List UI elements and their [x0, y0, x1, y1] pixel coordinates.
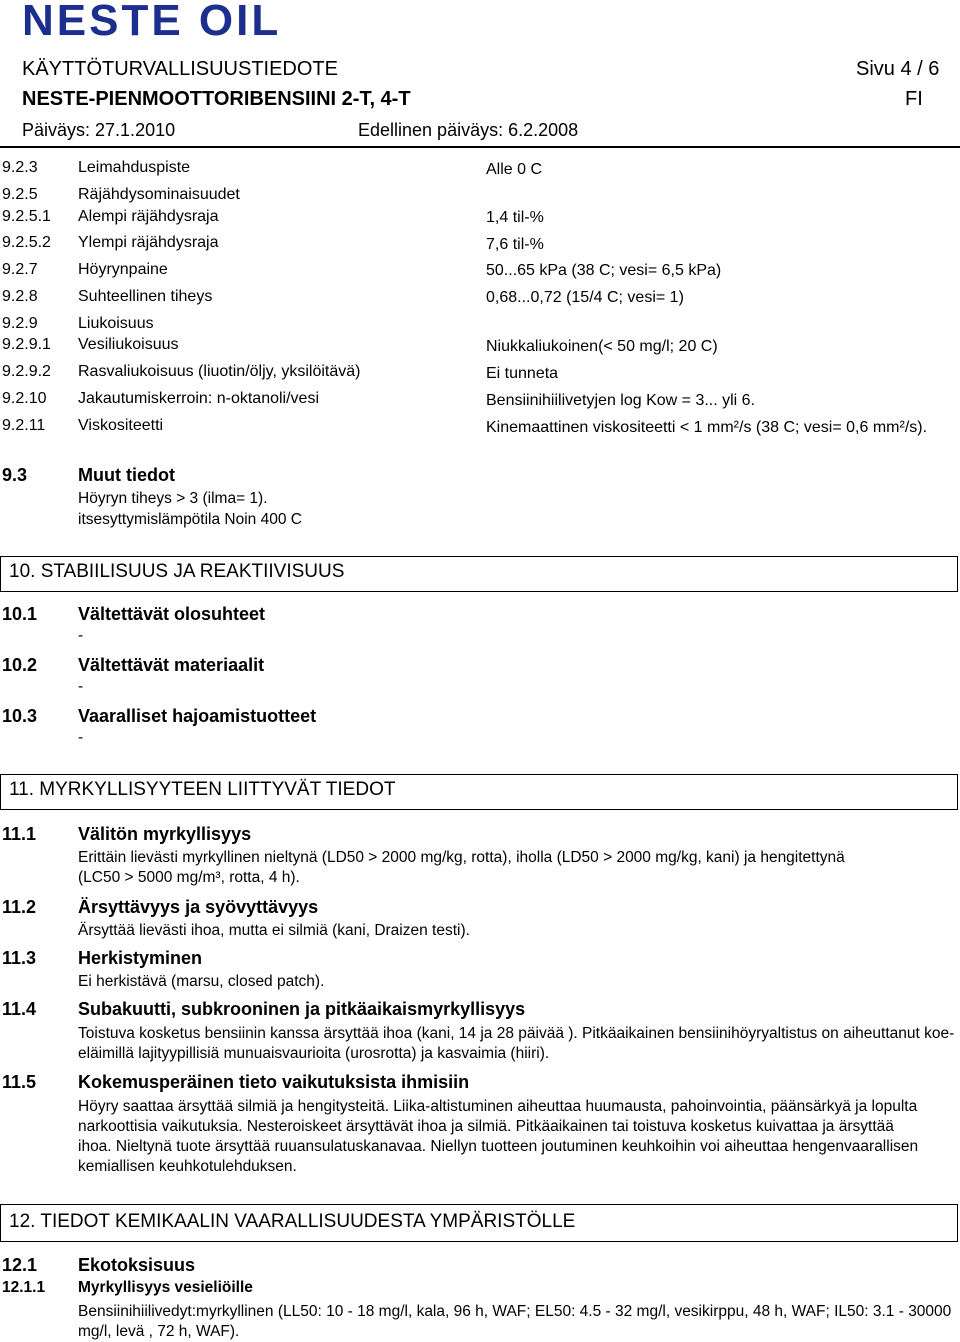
subsection-number: 10.3 — [2, 706, 38, 726]
previous-date: Edellinen päiväys: 6.2.2008 — [358, 120, 579, 140]
prop-value: Bensiinihiilivetyjen log Kow = 3... yli 6. — [486, 392, 756, 409]
subsection-number: 10.2 — [2, 655, 38, 675]
prop-value: Niukkaliukoinen(< 50 mg/l; 20 C) — [486, 338, 718, 355]
subsection-number: 10.1 — [2, 604, 38, 624]
subsection-title: Välitön myrkyllisyys — [78, 824, 252, 844]
date: Päiväys: 27.1.2010 — [22, 120, 176, 140]
subsection-title: Vältettävät materiaalit — [78, 655, 265, 675]
prop-label: Liukoisuus — [78, 315, 154, 332]
subsection-title: Vältettävät olosuhteet — [78, 604, 266, 624]
prop-value: 1,4 til-% — [486, 209, 544, 226]
prop-num: 9.2.11 — [2, 417, 46, 434]
page-number: Sivu 4 / 6 — [856, 58, 940, 80]
subsection-title: Subakuutti, subkrooninen ja pitkäaikaismyrkyllisyys — [78, 999, 526, 1019]
prop-value: Ei tunneta — [486, 365, 559, 382]
prop-num: 9.2.3 — [2, 159, 38, 176]
prop-label: Suhteellinen tiheys — [78, 288, 213, 305]
doc-type: KÄYTTÖTURVALLISUUSTIEDOTE — [22, 58, 338, 80]
subsection-title: Vaaralliset hajoamistuotteet — [78, 706, 317, 726]
prop-label: Viskositeetti — [78, 417, 164, 434]
subsection-title: Ärsyttävyys ja syövyttävyys — [78, 897, 319, 917]
subsection-text: Höyry saattaa ärsyttää silmiä ja hengitysteitä. Liika-altistuminen aiheuttaa huumausta, pahoinvointia, päänsärkyä ja lopulta narkoottisia vaikutuksia. Nesteroiskeet ärsyttävät ihoa ja silmiä. Pitkäaikainen tai toistuva kosketus kuivattaa ja ärsyttää ihoa. Nieltynä tuote ärsyttää ruuansulatuskanavaa. Niellyn tuotteen joutuminen keuhkoihin voi aiheuttaa hengenvaarallisen kemiallisen keuhkotulehduksen. — [78, 1098, 919, 1175]
product-name: NESTE-PIENMOOTTORIBENSIINI 2-T, 4-T — [22, 88, 411, 110]
language: FI — [905, 88, 923, 110]
prop-label: Vesiliukoisuus — [78, 336, 179, 353]
neste-oil-logo: NESTE OIL — [22, 0, 282, 45]
section-number: 9.3 — [2, 465, 28, 485]
prop-label: Ylempi räjähdysraja — [78, 234, 219, 251]
section-10-header — [0, 556, 958, 592]
section-11-header — [0, 774, 958, 810]
prop-value: 0,68...0,72 (15/4 C; vesi= 1) — [486, 289, 684, 306]
subsection-number: 11.2 — [2, 897, 37, 917]
subsection-text: Toistuva kosketus bensiinin kanssa ärsyttää ihoa (kani, 14 ja 28 päivää ). Pitkäaikainen bensiinihöyryaltistus on aiheuttanut koe-eläimillä lajityypillisiä munuaisvaurioita (urosrotta) ja kasvaimia (hiiri). — [78, 1025, 955, 1062]
prop-num: 9.2.9.2 — [2, 363, 51, 380]
subsection-number: 11.4 — [2, 999, 37, 1019]
prop-num: 9.2.10 — [2, 390, 47, 407]
subsection-number: 11.3 — [2, 948, 37, 968]
section-11-title: 11. MYRKYLLISYYTEEN LIITTYVÄT TIEDOT — [9, 779, 396, 800]
prop-value: 50...65 kPa (38 C; vesi= 6,5 kPa) — [486, 262, 722, 279]
header-divider — [0, 146, 960, 148]
prop-label: Rasvaliukoisuus (liuotin/öljy, yksilöitävä) — [78, 363, 361, 380]
prop-num: 9.2.5 — [2, 186, 38, 203]
prop-value: Alle 0 C — [486, 161, 543, 178]
subsection-number: 11.1 — [2, 824, 37, 844]
prop-label: Leimahduspiste — [78, 159, 191, 176]
subsection-title: Herkistyminen — [78, 948, 203, 968]
subsection-text: - — [78, 729, 84, 746]
prop-label: Jakautumiskerroin: n-oktanoli/vesi — [78, 390, 319, 407]
prop-label: Räjähdysominaisuudet — [78, 186, 240, 203]
subsection-text: - — [78, 627, 84, 644]
prop-num: 9.2.5.2 — [2, 234, 51, 251]
prop-num: 9.2.9 — [2, 315, 38, 332]
subsection-text: Ärsyttää lievästi ihoa, mutta ei silmiä (kani, Draizen testi). — [78, 922, 470, 939]
section-12-header — [0, 1204, 958, 1242]
section-title: Muut tiedot — [78, 465, 175, 485]
subsection-number: 12.1 — [2, 1255, 38, 1275]
subsection-text: Bensiinihiilivedyt:myrkyllinen (LL50: 10 - 18 mg/l, kala, 96 h, WAF; EL50: 4.5 - 32 mg/l, vesikirppu, 48 h, WAF; IL50: 3.1 - 30000 mg/l, levä , 72 h, WAF). — [78, 1303, 952, 1340]
prop-label: Höyrynpaine — [78, 261, 168, 278]
prop-value: 7,6 til-% — [486, 236, 544, 253]
subsection-title: Ekotoksisuus — [78, 1255, 196, 1275]
subsubsection-number: 12.1.1 — [2, 1279, 46, 1296]
prop-num: 9.2.8 — [2, 288, 38, 305]
subsubsection-title: Myrkyllisyys vesieliöille — [78, 1279, 253, 1296]
section-10-title: 10. STABIILISUUS JA REAKTIIVISUUS — [9, 561, 345, 582]
subsection-number: 11.5 — [2, 1072, 37, 1092]
prop-value: Kinemaattinen viskositeetti < 1 mm²/s (38 C; vesi= 0,6 mm²/s). — [486, 419, 928, 436]
subsection-title: Kokemusperäinen tieto vaikutuksista ihmisiin — [78, 1072, 470, 1092]
prop-num: 9.2.5.1 — [2, 208, 51, 225]
prop-label: Alempi räjähdysraja — [78, 208, 219, 225]
prop-num: 9.2.7 — [2, 261, 38, 278]
subsection-text: - — [78, 678, 84, 695]
section-text: itsesyttymislämpötila Noin 400 C — [78, 511, 302, 528]
prop-num: 9.2.9.1 — [2, 336, 51, 353]
subsection-text: Ei herkistävä (marsu, closed patch). — [78, 973, 325, 990]
section-12-title: 12. TIEDOT KEMIKAALIN VAARALLISUUDESTA YMPÄRISTÖLLE — [9, 1211, 576, 1232]
section-text: Höyryn tiheys > 3 (ilma= 1). — [78, 490, 268, 507]
subsection-text: Erittäin lievästi myrkyllinen nieltynä (LD50 > 2000 mg/kg, rotta), iholla (LD50 > 2000 mg/kg, kani) ja hengitettynä (LC50 > 5000 mg/m³, rotta, 4 h). — [78, 849, 845, 886]
